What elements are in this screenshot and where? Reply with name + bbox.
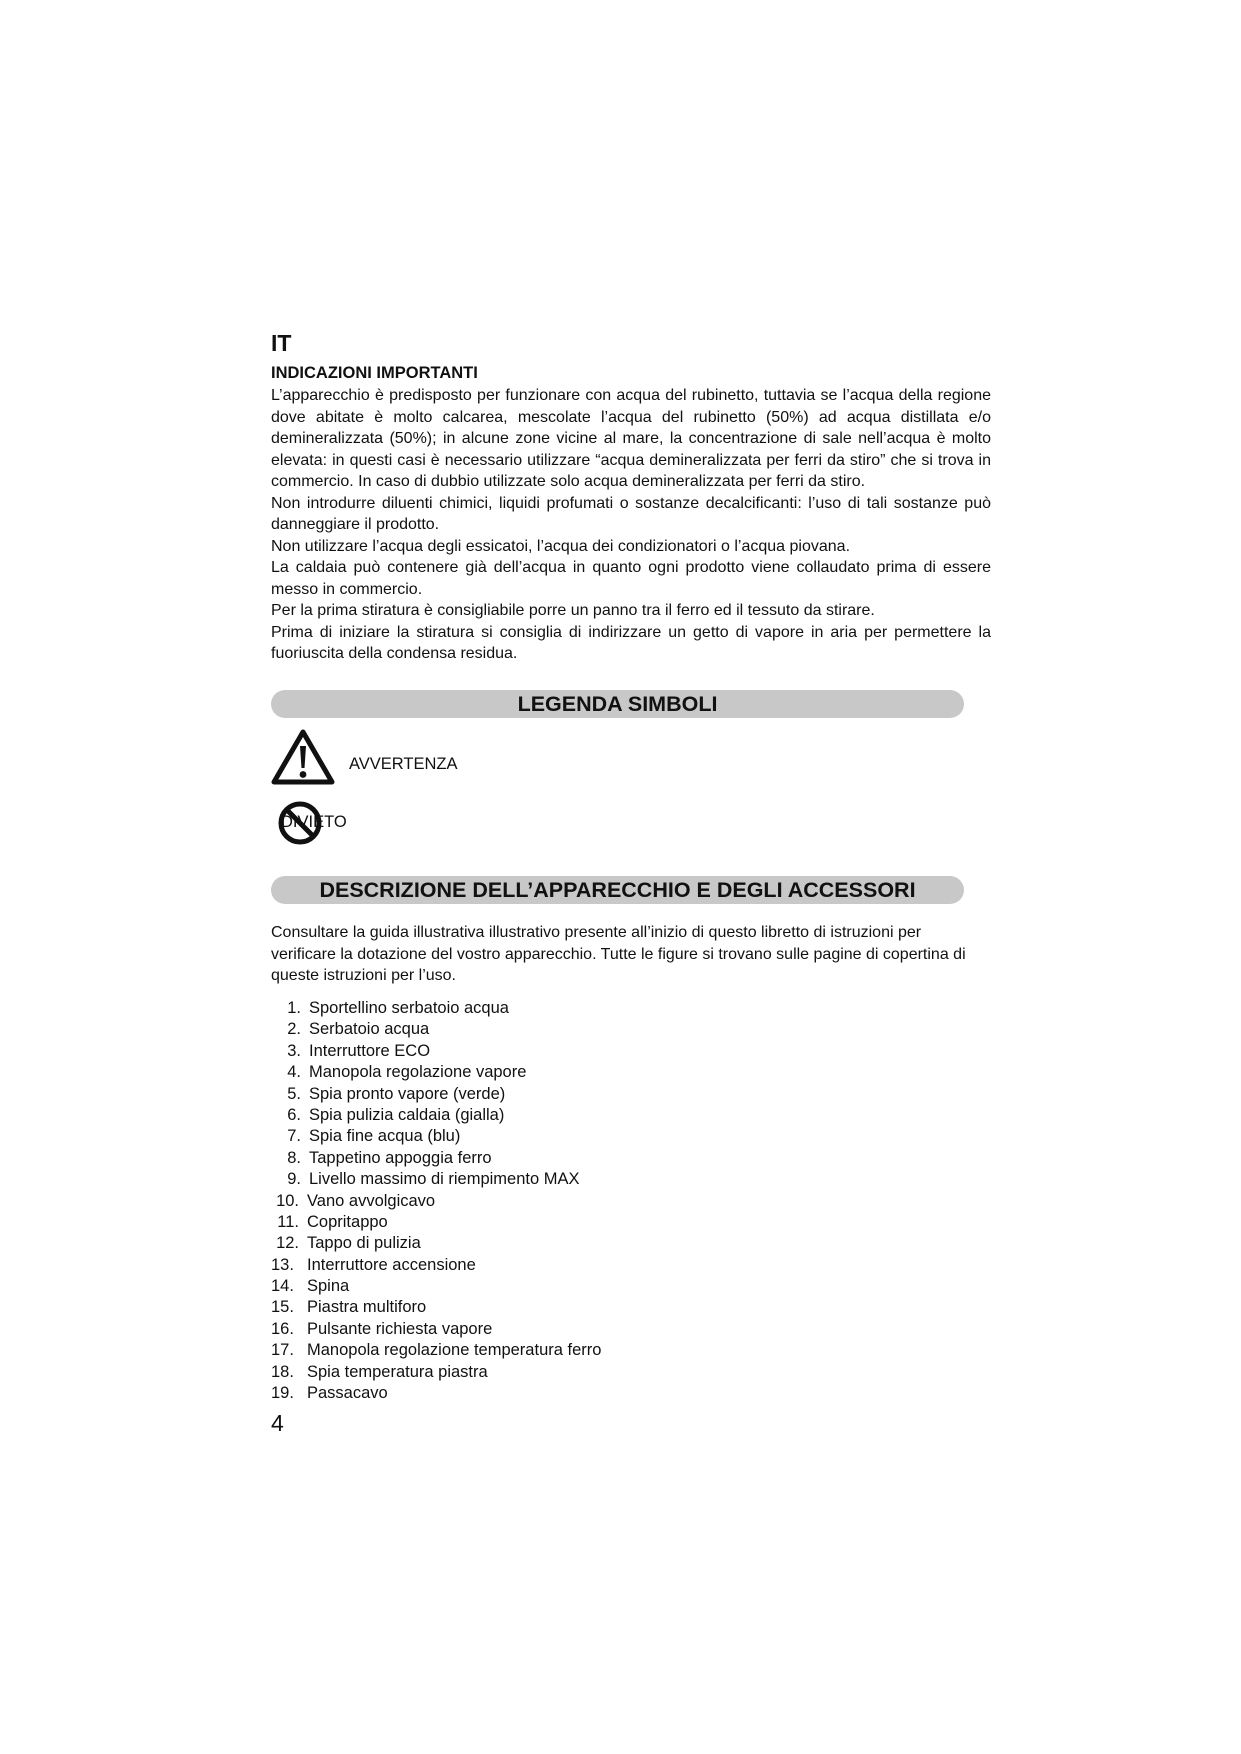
list-item: 3. Interruttore ECO: [287, 1041, 431, 1060]
list-item: 18. Spia temperatura piastra: [271, 1362, 488, 1381]
list-item: 6. Spia pulizia caldaia (gialla): [287, 1105, 505, 1124]
list-item: 19. Passacavo: [271, 1384, 388, 1403]
description-section-title: DESCRIZIONE DELL’APPARECCHIO E DEGLI ACCESSORI: [271, 876, 964, 904]
list-item: 17. Manopola regolazione temperatura ferro: [271, 1341, 602, 1360]
warning-triangle-icon: [271, 728, 335, 791]
important-heading: INDICAZIONI IMPORTANTI: [271, 364, 478, 382]
important-paragraph: Per la prima stiratura è consigliabile porre un panno tra il ferro ed il tessuto da stirare.: [271, 602, 875, 619]
important-paragraph: L’apparecchio è predisposto per funzionare con acqua del rubinetto, tuttavia se l’acqua della regione dove abitate è molto calcarea, mescolate l’acqua del rubinetto (50%) ad acqua distillata e/o demineralizzata (50%); in alcune zone vicine al mare, la concentrazione di sale nell’acqua è molto elevata: in questi casi è necessario utilizzare “acqua demineralizzata per ferri da stiro” che si trova in commercio. In caso di dubbio utilizzate solo acqua demineralizzata per ferri da stiro.: [271, 387, 991, 490]
prohibition-label: DIVIETO: [281, 813, 347, 831]
list-item: 12. Tappo di pulizia: [276, 1234, 421, 1253]
important-paragraph: Non introdurre diluenti chimici, liquidi profumati o sostanze decalcificanti: l’uso di tali sostanze può danneggiare il prodotto.: [271, 494, 991, 533]
list-item: 10. Vano avvolgicavo: [276, 1191, 436, 1210]
page-number: 4: [271, 1410, 284, 1436]
list-item: 1. Sportellino serbatoio acqua: [287, 999, 509, 1017]
important-paragraph: Prima di iniziare la stiratura si consiglia di indirizzare un getto di vapore in aria per permettere la fuoriuscita della condensa residua.: [271, 623, 991, 662]
component-list: [271, 998, 601, 1404]
description-intro: Consultare la guida illustrativa illustrativo presente all’inizio di questo libretto di istruzioni per verificare la dotazione del vostro apparecchio. Tutte le figure si trovano sulle pagine di copertina di queste istruzioni per l’uso.: [271, 924, 966, 984]
list-item: 15. Piastra multiforo: [271, 1298, 427, 1317]
list-item: 14. Spina: [271, 1277, 350, 1296]
legend-section-title: LEGENDA SIMBOLI: [271, 690, 964, 718]
manual-page: [271, 330, 991, 1436]
list-item: 5. Spia pronto vapore (verde): [287, 1084, 506, 1103]
list-item: 16. Pulsante richiesta vapore: [271, 1319, 493, 1338]
list-item: 9. Livello massimo di riempimento MAX: [287, 1170, 580, 1189]
important-paragraph: La caldaia può contenere già dell’acqua in quanto ogni prodotto viene collaudato prima di essere messo in commercio.: [271, 559, 991, 598]
list-item: 4. Manopola regolazione vapore: [287, 1063, 527, 1082]
list-item: 7. Spia fine acqua (blu): [287, 1127, 461, 1146]
list-item: 11. Copritappo: [277, 1212, 388, 1231]
list-item: 8. Tappetino appoggia ferro: [287, 1148, 492, 1167]
list-item: 2. Serbatoio acqua: [287, 1020, 430, 1039]
language-code: IT: [271, 330, 292, 356]
important-paragraph: Non utilizzare l’acqua degli essicatoi, l’acqua dei condizionatori o l’acqua piovana.: [271, 537, 851, 555]
list-item: 13. Interruttore accensione: [271, 1255, 476, 1274]
warning-label: AVVERTENZA: [349, 755, 458, 773]
